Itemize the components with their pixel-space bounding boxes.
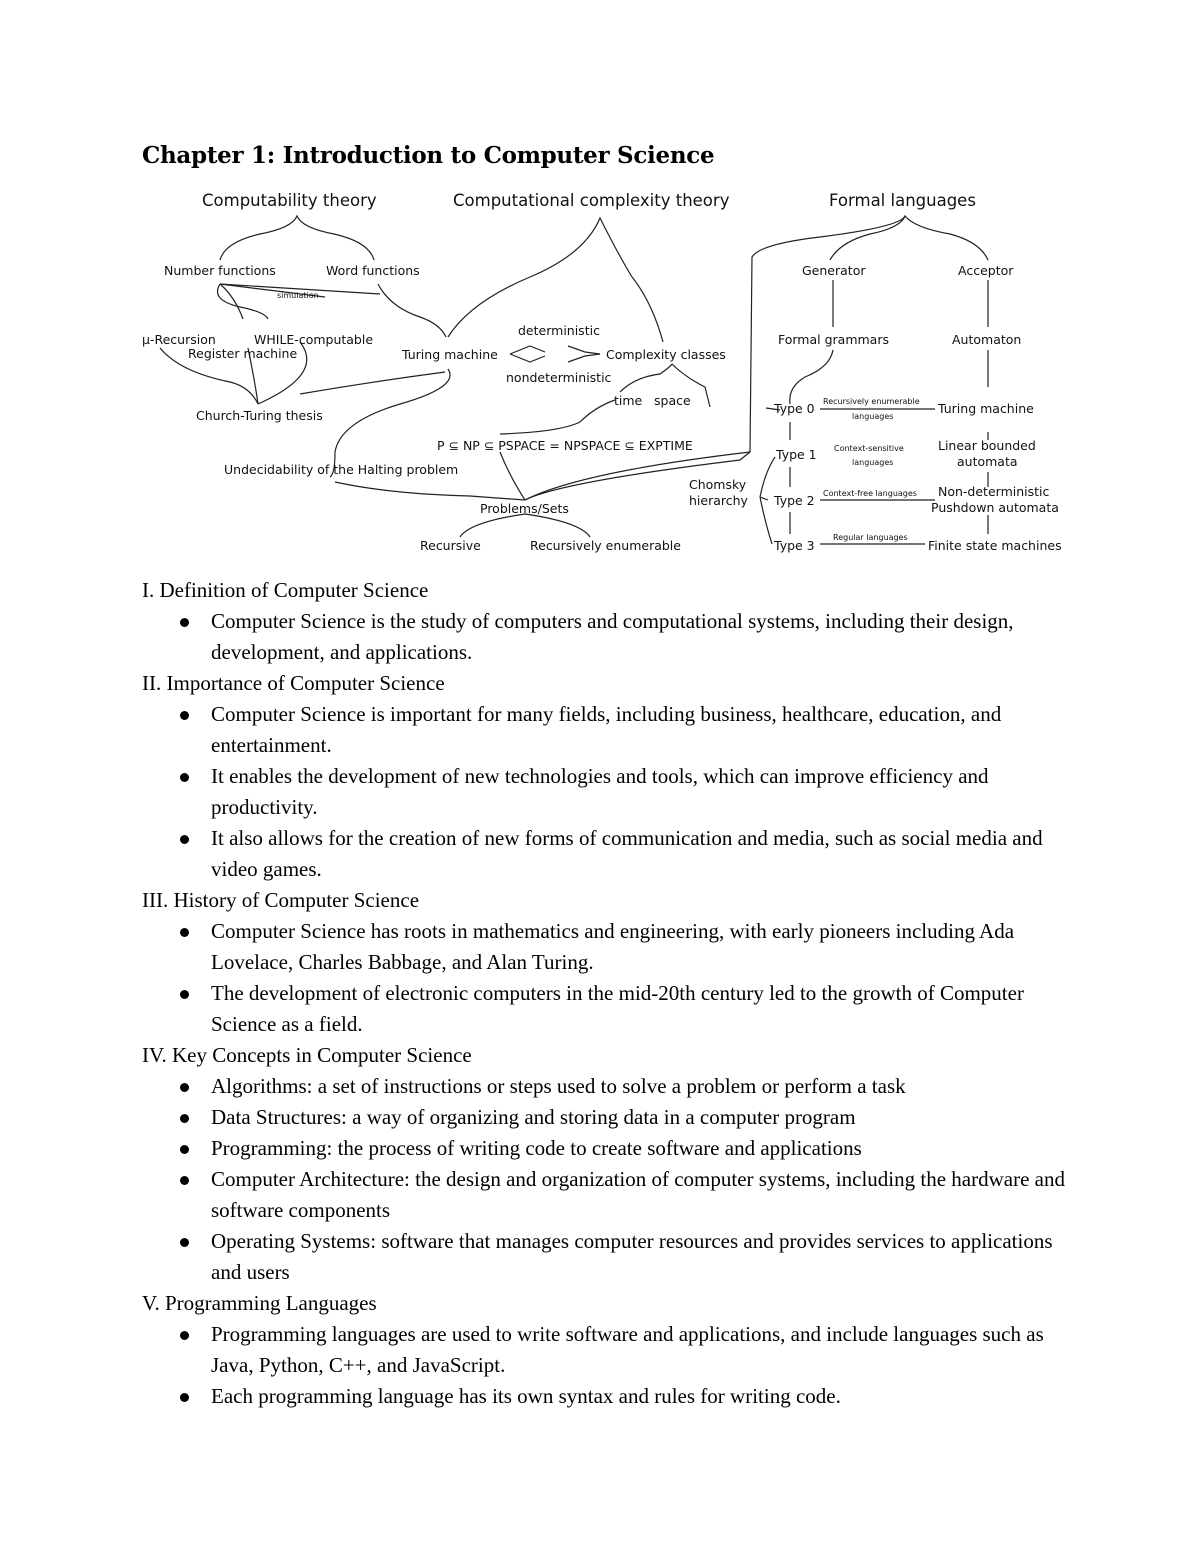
bullet-icon (180, 990, 189, 999)
theory-diagram (140, 182, 1065, 562)
node-automaton: Automaton (952, 332, 1022, 347)
bullet-icon (180, 711, 189, 720)
bullet-list (142, 916, 1072, 1040)
node-cs-languages: Context-sensitive (834, 444, 904, 453)
node-space: space (654, 393, 691, 408)
list-item-text: Each programming language has its own syntax and rules for writing code. (211, 1384, 841, 1408)
list-item (211, 1164, 1072, 1226)
node-problems-sets: Problems/Sets (480, 501, 569, 516)
node-acceptor-lba-2: automata (957, 454, 1018, 469)
node-acceptor-pda-2: Pushdown automata (931, 500, 1059, 515)
list-item-text: Programming: the process of writing code to create software and applications (211, 1136, 862, 1160)
bullet-icon (180, 1114, 189, 1123)
node-time: time (614, 393, 643, 408)
section-2 (142, 668, 1072, 885)
list-item (211, 916, 1072, 978)
section-heading: V. Programming Languages (142, 1291, 377, 1315)
list-item-text: It also allows for the creation of new forms of communication and media, such as social media and video games. (211, 826, 1043, 881)
list-item-text: Operating Systems: software that manages computer resources and provides services to applications and users (211, 1229, 1053, 1284)
header-computability: Computability theory (202, 191, 377, 210)
list-item-text: Computer Science is important for many fields, including business, healthcare, education, and entertainment. (211, 702, 1002, 757)
section-heading: III. History of Computer Science (142, 888, 420, 912)
node-acceptor: Acceptor (958, 263, 1014, 278)
bullet-list (142, 699, 1072, 885)
theory-diagram-svg (140, 182, 1065, 562)
bullet-icon (180, 1331, 189, 1340)
list-item-text: The development of electronic computers in the mid-20th century led to the growth of Computer Science as a field. (211, 981, 1024, 1036)
node-recursive: Recursive (420, 538, 481, 553)
node-mu-recursion: μ-Recursion (142, 332, 216, 347)
node-type-2: Type 2 (774, 493, 815, 508)
node-cf-languages: Context-free languages (823, 489, 917, 498)
list-item (211, 978, 1072, 1040)
node-acceptor-lba: Linear bounded (938, 438, 1036, 453)
node-number-functions: Number functions (164, 263, 276, 278)
bullet-icon (180, 1393, 189, 1402)
bullet-list (142, 1071, 1072, 1288)
node-word-functions: Word functions (326, 263, 420, 278)
bullet-list (142, 1319, 1072, 1412)
section-5 (142, 1288, 1072, 1412)
node-hierarchy: hierarchy (689, 493, 748, 508)
node-recursively-enumerable: Recursively enumerable (530, 538, 681, 553)
node-re-languages-2: languages (852, 412, 894, 421)
list-item (211, 761, 1072, 823)
list-item-text: Data Structures: a way of organizing and storing data in a computer program (211, 1105, 856, 1129)
bullet-icon (180, 928, 189, 937)
node-formal-grammars: Formal grammars (778, 332, 889, 347)
list-item-text: It enables the development of new technologies and tools, which can improve efficiency and productivity. (211, 764, 989, 819)
list-item (211, 1381, 1072, 1412)
node-type-1: Type 1 (776, 447, 817, 462)
list-item-text: Computer Science has roots in mathematics and engineering, with early pioneers including Ada Lovelace, Charles Babbage, and Alan Turing. (211, 919, 1015, 974)
section-heading: IV. Key Concepts in Computer Science (142, 1043, 472, 1067)
node-chomsky: Chomsky (689, 477, 747, 492)
node-undecidability: Undecidability of the Halting problem (224, 462, 459, 477)
bullet-icon (180, 773, 189, 782)
node-while-computable: WHILE-computable (254, 332, 374, 347)
node-complexity-classes: Complexity classes (606, 347, 726, 362)
header-complexity: Computational complexity theory (453, 191, 730, 210)
node-cs-languages-2: languages (852, 458, 894, 467)
bullet-icon (180, 1238, 189, 1247)
node-simulation: simulation (277, 291, 319, 300)
bullet-icon (180, 835, 189, 844)
list-item-text: Computer Architecture: the design and organization of computer systems, including the hardware and software components (211, 1167, 1065, 1222)
node-type-0: Type 0 (774, 401, 815, 416)
node-acceptor-pda: Non-deterministic (938, 484, 1050, 499)
bullet-icon (180, 618, 189, 627)
node-church-turing: Church-Turing thesis (196, 408, 323, 423)
header-formal-languages: Formal languages (829, 191, 976, 210)
list-item (211, 823, 1072, 885)
node-turing-machine: Turing machine (402, 347, 498, 362)
bullet-icon (180, 1145, 189, 1154)
list-item (211, 1319, 1072, 1381)
node-type-3: Type 3 (774, 538, 815, 553)
list-item (211, 1102, 1072, 1133)
chapter-title: Chapter 1: Introduction to Computer Science (142, 142, 715, 169)
node-acceptor-fsm: Finite state machines (928, 538, 1062, 553)
bullet-icon (180, 1176, 189, 1185)
list-item (211, 699, 1072, 761)
list-item-text: Computer Science is the study of computers and computational systems, including their design, development, and applications. (211, 609, 1014, 664)
node-acceptor-turing: Turing machine (938, 401, 1034, 416)
section-3 (142, 885, 1072, 1040)
section-heading: II. Importance of Computer Science (142, 671, 445, 695)
list-item-text: Programming languages are used to write software and applications, and include languages such as Java, Python, C++, and JavaScript. (211, 1322, 1044, 1377)
node-regular-languages: Regular languages (833, 533, 908, 542)
section-1 (142, 575, 1072, 668)
list-item-text: Algorithms: a set of instructions or steps used to solve a problem or perform a task (211, 1074, 906, 1098)
node-re-languages: Recursively enumerable (823, 397, 920, 406)
node-deterministic: deterministic (518, 323, 600, 338)
list-item (211, 606, 1072, 668)
outline-content (142, 575, 1072, 1412)
list-item (211, 1133, 1072, 1164)
section-4 (142, 1040, 1072, 1288)
node-nondeterministic: nondeterministic (506, 370, 612, 385)
node-generator: Generator (802, 263, 866, 278)
node-register-machine: Register machine (188, 346, 298, 361)
list-item (211, 1226, 1072, 1288)
bullet-icon (180, 1083, 189, 1092)
node-class-chain: P ⊆ NP ⊆ PSPACE = NPSPACE ⊆ EXPTIME (437, 438, 693, 453)
section-heading: I. Definition of Computer Science (142, 578, 429, 602)
bullet-list (142, 606, 1072, 668)
list-item (211, 1071, 1072, 1102)
